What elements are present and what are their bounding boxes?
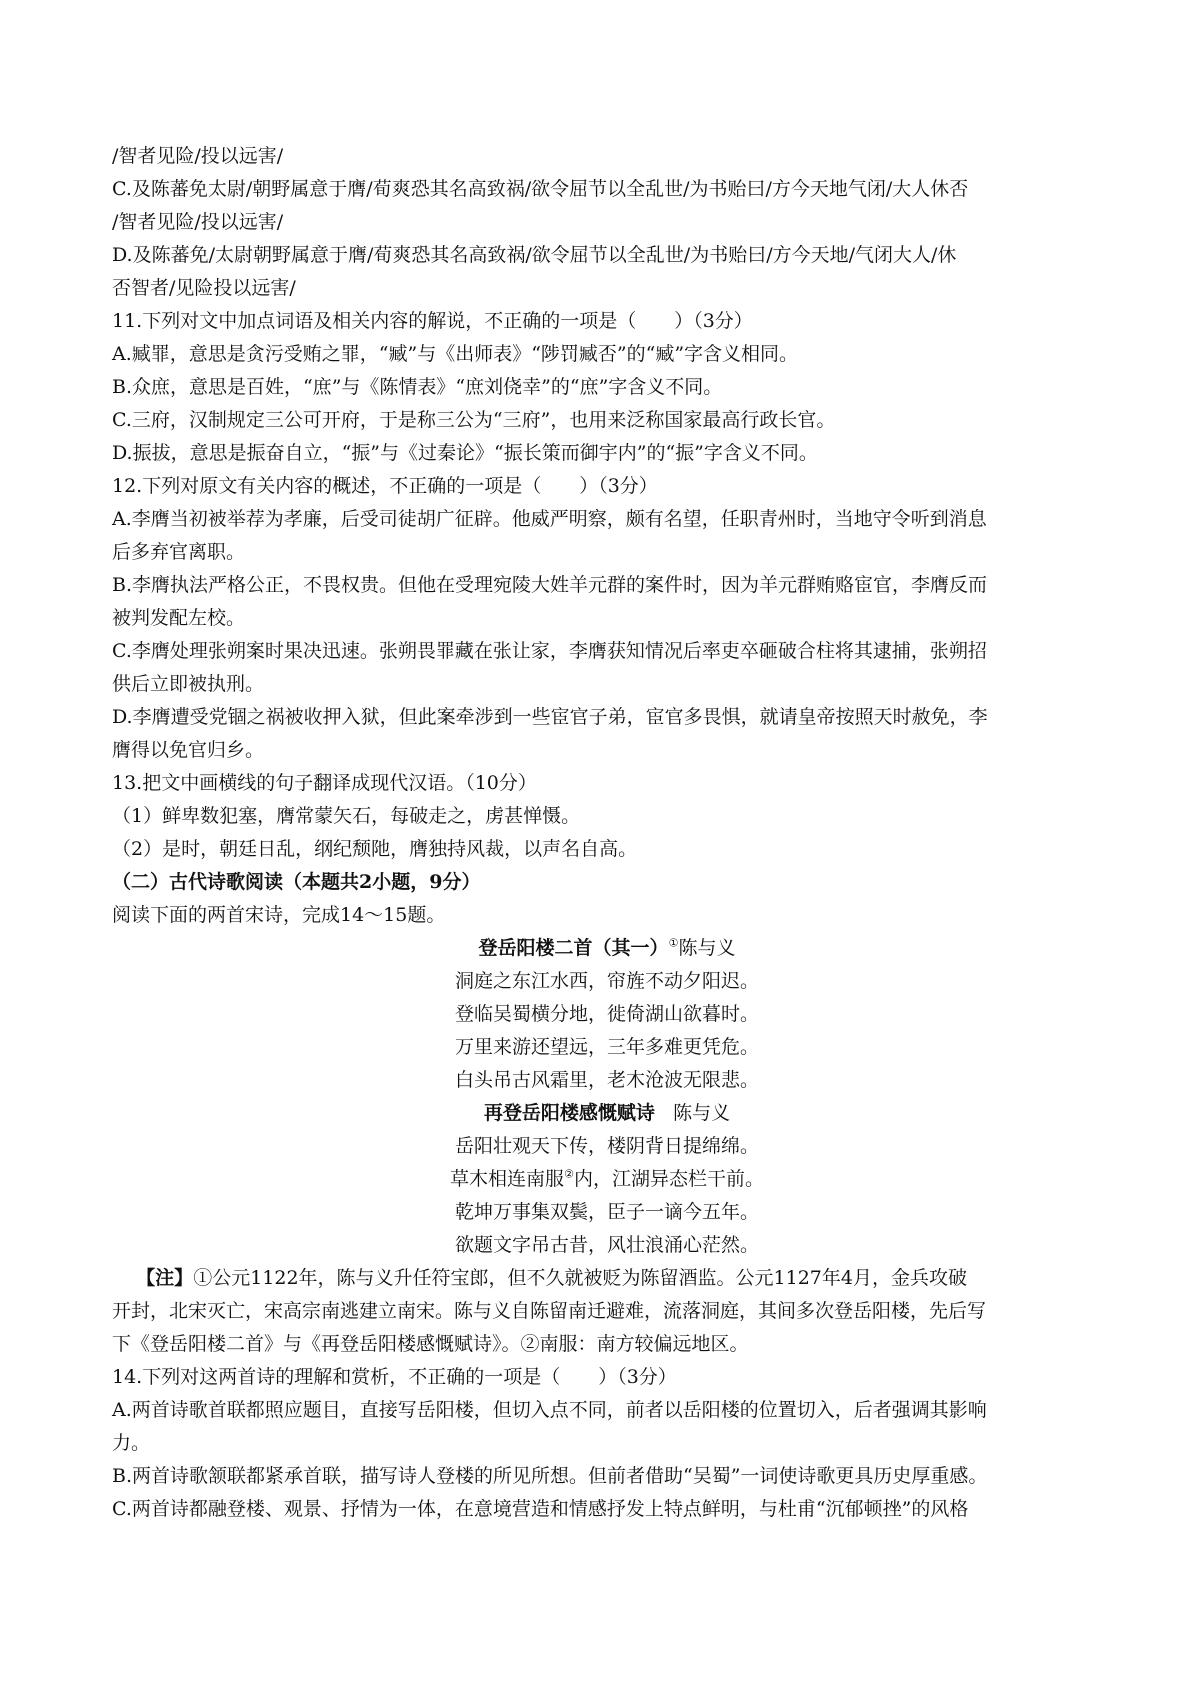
q14-option-a-line2: 力。 (112, 1432, 151, 1454)
poem1-line: 洞庭之东江水西，帘旌不动夕阳迟。 (454, 970, 759, 992)
q14-stem: 14.下列对这两首诗的理解和赏析，不正确的一项是（ ）（3分） (112, 1366, 677, 1388)
poem2-line2-post: 内，江湖异态栏干前。 (573, 1168, 764, 1190)
q11-stem: 11.下列对文中加点词语及相关内容的解说，不正确的一项是（ ）（3分） (112, 310, 753, 332)
q13-stem: 13.把文中画横线的句子翻译成现代汉语。（10分） (112, 772, 537, 794)
section-heading-poetry: （二）古代诗歌阅读（本题共2小题，9分） (112, 871, 481, 893)
q12-option-d-line1: D.李膺遭受党锢之祸被收押入狱，但此案牵涉到一些宦官子弟，宦官多畏惧，就请皇帝按照天时赦免，李 (112, 706, 988, 728)
poem1-line: 登临吴蜀横分地，徙倚湖山欲暮时。 (454, 1003, 759, 1025)
poem2-author: 陈与义 (673, 1102, 731, 1124)
q12-option-b-line1: B.李膺执法严格公正，不畏权贵。但他在受理宛陵大姓羊元群的案件时，因为羊元群贿赂宦官，李膺反而 (112, 574, 988, 596)
q10-option-c-line1: C.及陈蕃免太尉/朝野属意于膺/荀爽恐其名高致祸/欲令屈节以全乱世/为书贻曰/方今天地气闭/大人休否 (112, 178, 969, 200)
q12-option-a-line2: 后多弃官离职。 (112, 541, 246, 563)
poem2-line (112, 1163, 1102, 1196)
note-label: 【注】 (136, 1267, 194, 1289)
q14-option-b: B.两首诗歌颔联都紧承首联，描写诗人登楼的所见所想。但前者借助“吴蜀”一词使诗歌更具历史厚重感。 (112, 1465, 988, 1487)
q11-option-a: A.臧罪，意思是贪污受贿之罪，“臧”与《出师表》“陟罚臧否”的“臧”字含义相同。 (112, 343, 799, 365)
poem1-title: 登岳阳楼二首（其一） (478, 937, 669, 959)
poem1-line: 白头吊古风霜里，老木沧波无限悲。 (454, 1069, 759, 1091)
q10-option-d-line2: 否智者/见险投以远害/ (112, 277, 296, 299)
poem1-note-mark: ① (668, 936, 679, 950)
q10-option-c-line2: /智者见险/投以远害/ (112, 211, 284, 233)
q12-stem: 12.下列对原文有关内容的概述，不正确的一项是（ ）（3分） (112, 475, 658, 497)
poem1-title-line (112, 932, 1102, 965)
poem2-title-line (112, 1097, 1102, 1130)
note-line1 (112, 1262, 1102, 1295)
poem2-title: 再登岳阳楼感慨赋诗 (483, 1102, 655, 1124)
q11-option-b: B.众庶，意思是百姓，“庶”与《陈情表》“庶刘侥幸”的“庶”字含义不同。 (112, 376, 723, 398)
q14-option-a-line1: A.两首诗歌首联都照应题目，直接写岳阳楼，但切入点不同，前者以岳阳楼的位置切入，后者强调其影响 (112, 1399, 987, 1421)
q12-option-a-line1: A.李膺当初被举荐为孝廉，后受司徒胡广征辟。他威严明察，颇有名望，任职青州时，当地守令听到消息 (112, 508, 987, 530)
poem2-line2-pre: 草木相连南服 (450, 1168, 565, 1190)
note-line3: 下《登岳阳楼二首》与《再登岳阳楼感慨赋诗》。②南服：南方较偏远地区。 (112, 1333, 749, 1355)
q10-option-d-line1: D.及陈蕃免/太尉朝野属意于膺/荀爽恐其名高致祸/欲令屈节以全乱世/为书贻曰/方今天地/气闭大人/休 (112, 244, 957, 266)
poem1-author: 陈与义 (678, 937, 736, 959)
q13-sentence-2: （2）是时，朝廷日乱，纲纪颓阤，膺独持风裁，以声名自高。 (112, 838, 638, 860)
q11-option-d: D.振拔，意思是振奋自立，“振”与《过秦论》“振长策而御宇内”的“振”字含义不同。 (112, 442, 818, 464)
poem1-line: 万里来游还望远，三年多难更凭危。 (454, 1036, 759, 1058)
q12-option-c-line2: 供后立即被执刑。 (112, 673, 265, 695)
q12-option-b-line2: 被判发配左校。 (112, 607, 246, 629)
poem2-note-mark: ② (564, 1167, 574, 1181)
poem2-line: 岳阳壮观天下传，楼阴背日提绵绵。 (454, 1135, 759, 1157)
note-line2: 开封，北宋灭亡，宋高宗南逃建立南宋。陈与义自陈留南迁避难，流落洞庭，其间多次登岳阳楼，先后写 (112, 1300, 987, 1322)
section-intro: 阅读下面的两首宋诗，完成14～15题。 (112, 904, 446, 926)
q11-option-c: C.三府，汉制规定三公可开府，于是称三公为“三府”，也用来泛称国家最高行政长官。 (112, 409, 836, 431)
q13-sentence-1: （1）鲜卑数犯塞，膺常蒙矢石，每破走之，虏甚惮慑。 (112, 805, 581, 827)
q14-option-c: C.两首诗都融登楼、观景、抒情为一体，在意境营造和情感抒发上特点鲜明，与杜甫“沉郁顿挫”的风格 (112, 1498, 969, 1520)
q12-option-c-line1: C.李膺处理张朔案时果决迅速。张朔畏罪藏在张让家，李膺获知情况后率吏卒砸破合柱将其逮捕，张朔招 (112, 640, 987, 662)
q12-option-d-line2: 膺得以免官归乡。 (112, 739, 265, 761)
poem2-line: 乾坤万事集双鬓，臣子一谪今五年。 (454, 1201, 759, 1223)
note-text1: ①公元1122年，陈与义升任符宝郎，但不久就被贬为陈留酒监。公元1127年4月，金兵攻破 (193, 1267, 967, 1289)
poem2-line: 欲题文字吊古昔，风壮浪涌心茫然。 (454, 1234, 759, 1256)
page-content (112, 140, 1102, 1526)
q10-option-b-continuation: /智者见险/投以远害/ (112, 145, 284, 167)
